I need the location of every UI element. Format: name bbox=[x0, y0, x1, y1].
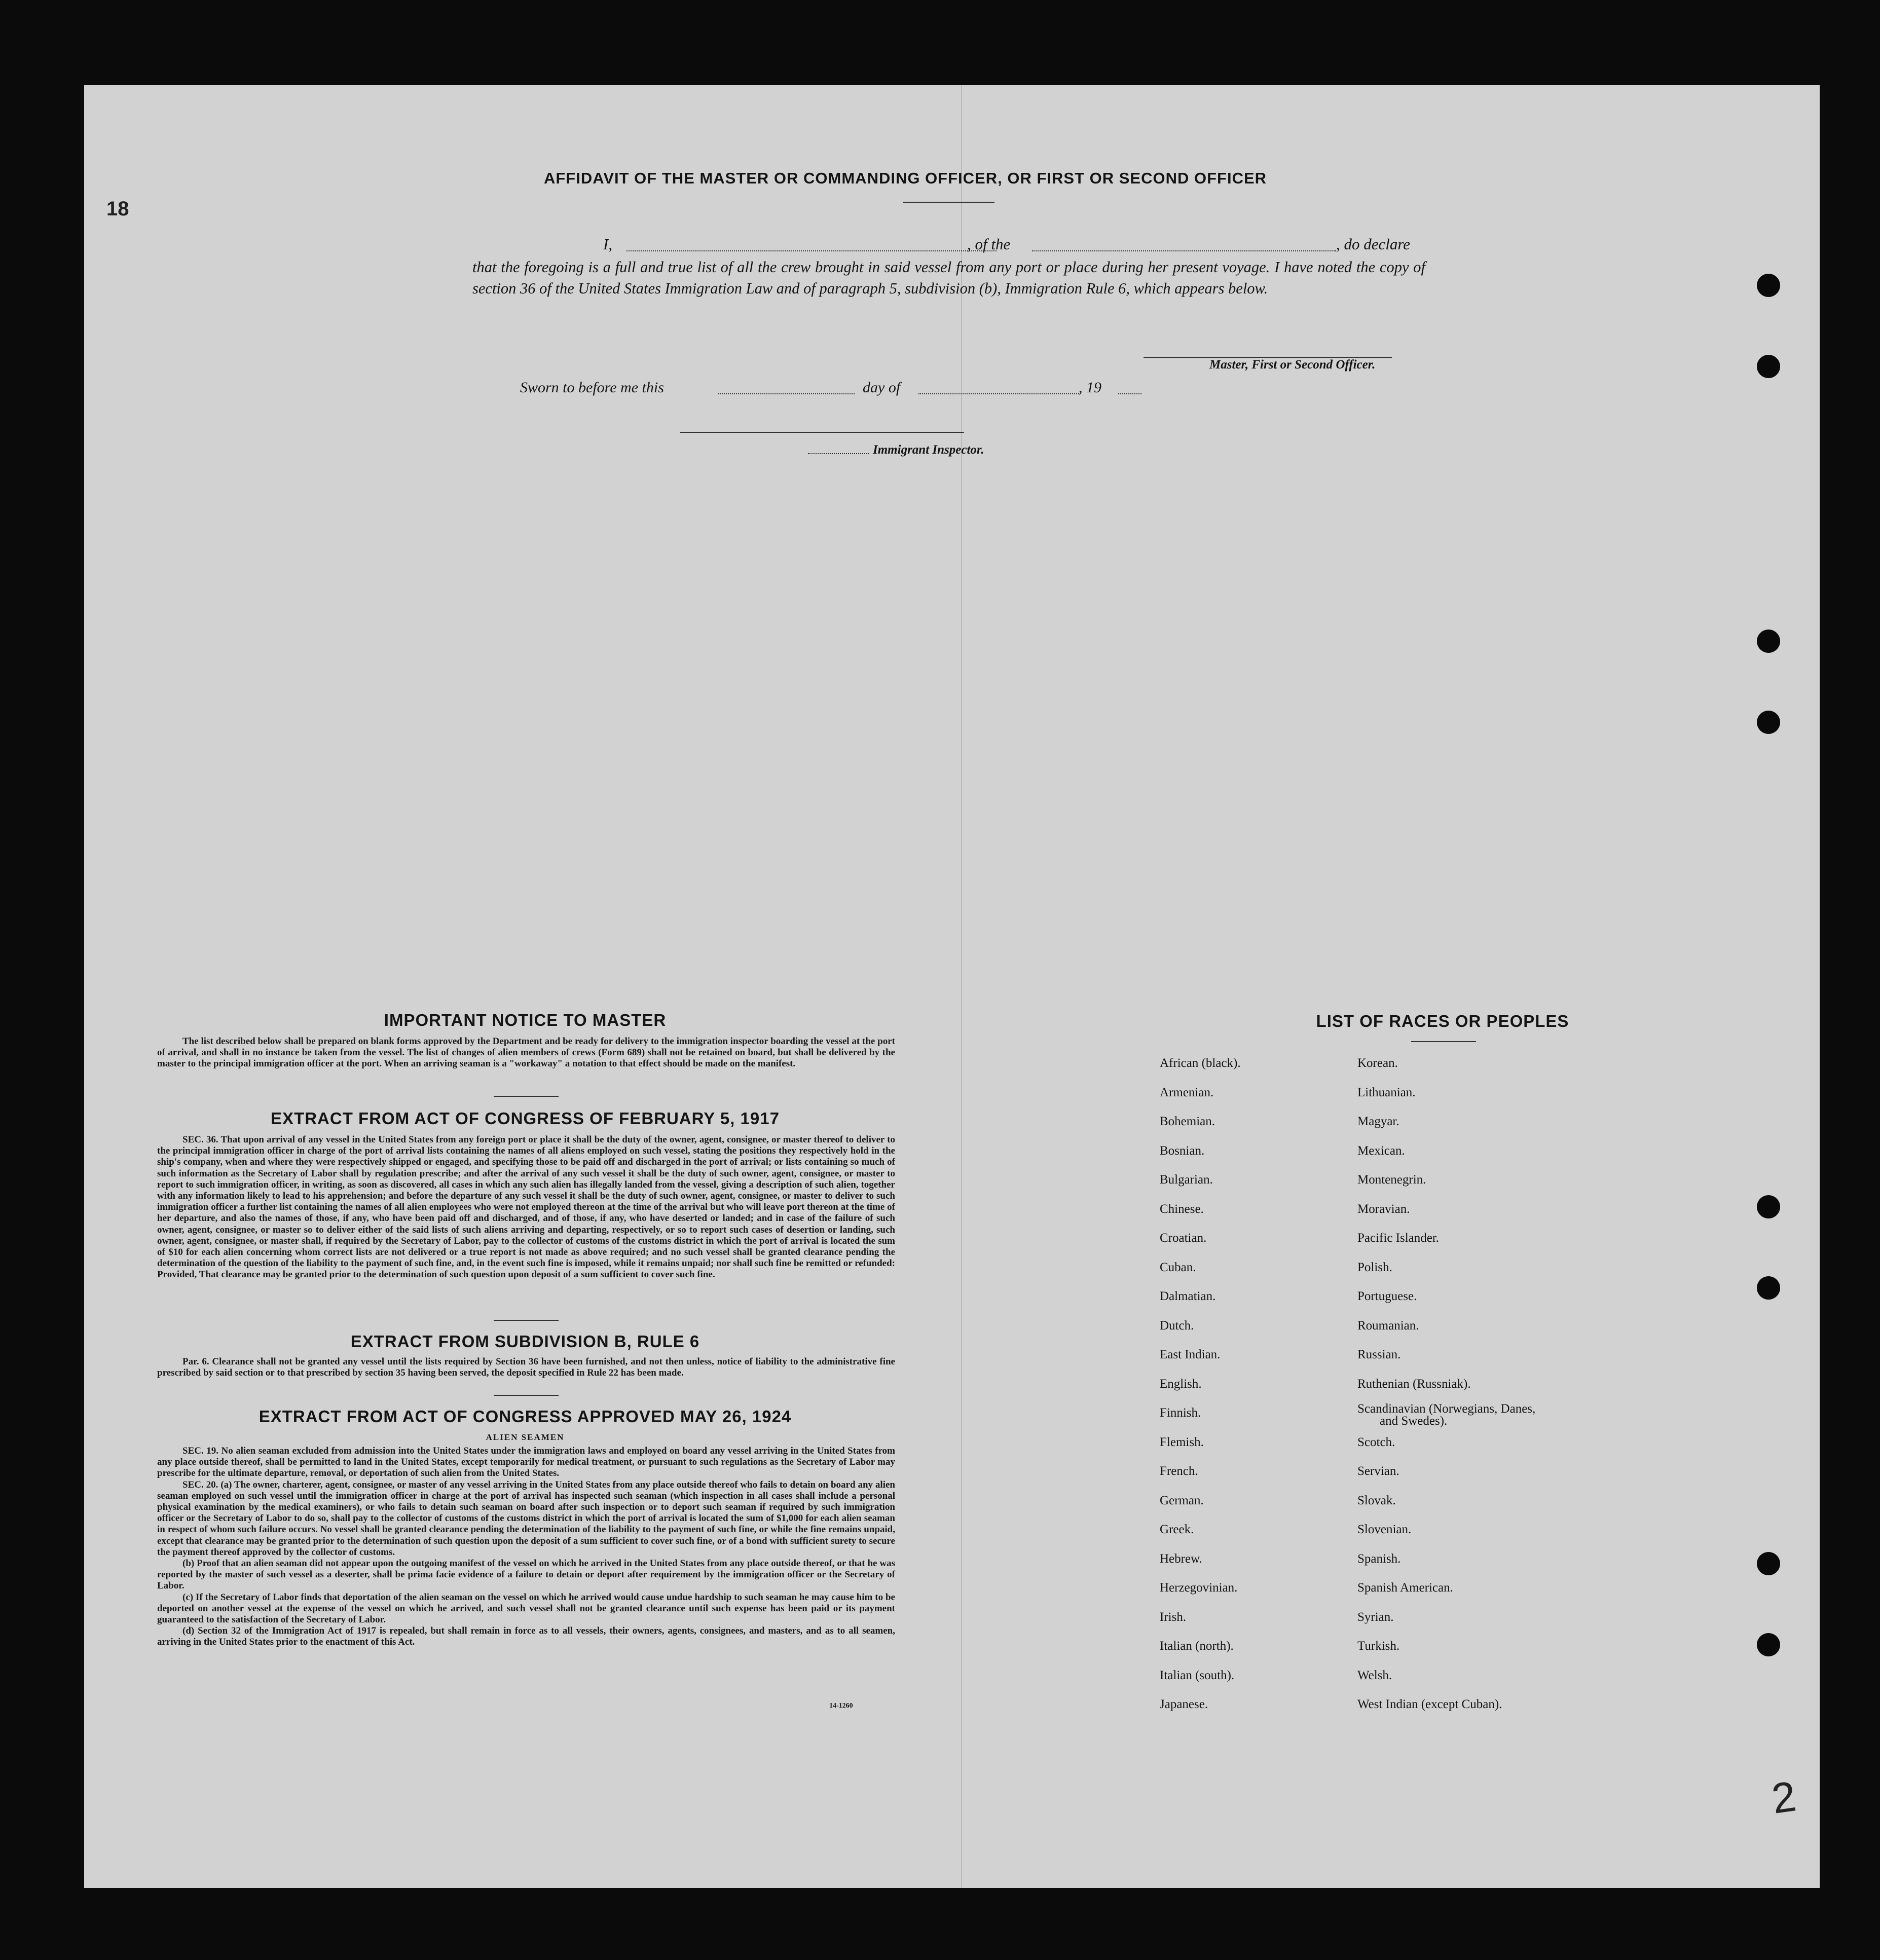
section-divider bbox=[494, 1395, 559, 1396]
race-item: Herzegovinian. bbox=[1160, 1581, 1238, 1595]
notice-title: IMPORTANT NOTICE TO MASTER bbox=[384, 1011, 667, 1029]
sworn-month-field[interactable] bbox=[918, 393, 1081, 394]
race-item: Dutch. bbox=[1160, 1318, 1194, 1333]
inspector-signature-line[interactable] bbox=[680, 432, 964, 433]
race-item: Bohemian. bbox=[1160, 1115, 1215, 1128]
race-item: Welsh. bbox=[1357, 1668, 1392, 1682]
race-item: Ruthenian (Russniak). bbox=[1357, 1377, 1471, 1391]
extract-1924-title: EXTRACT FROM ACT OF CONGRESS APPROVED MAY 26, 1924 bbox=[259, 1407, 792, 1426]
race-item: Cuban. bbox=[1160, 1260, 1196, 1274]
race-item: Pacific Islander. bbox=[1357, 1231, 1440, 1245]
race-item: Scotch. bbox=[1357, 1435, 1395, 1449]
extract-rule6-title: EXTRACT FROM SUBDIVISION B, RULE 6 bbox=[350, 1332, 700, 1351]
race-item: Slovenian. bbox=[1357, 1523, 1412, 1536]
section-divider bbox=[494, 1096, 559, 1097]
declare-text: , do declare bbox=[1336, 235, 1411, 253]
race-item: Bulgarian. bbox=[1160, 1173, 1213, 1187]
binder-hole bbox=[1757, 1195, 1780, 1218]
vessel-prefix: , of the bbox=[967, 235, 1011, 253]
race-item: German. bbox=[1160, 1493, 1204, 1507]
race-item: Roumanian. bbox=[1357, 1318, 1419, 1333]
race-item: French. bbox=[1160, 1464, 1198, 1478]
race-item: Turkish. bbox=[1357, 1639, 1400, 1653]
fold-line bbox=[961, 85, 962, 1888]
sworn-year-field[interactable] bbox=[1118, 393, 1141, 394]
race-item: Japanese. bbox=[1160, 1697, 1208, 1711]
affidavit-title: AFFIDAVIT OF THE MASTER OR COMMANDING OFFICER, OR FIRST OR SECOND OFFICER bbox=[543, 169, 1267, 187]
page-number-bottom: 2 bbox=[1768, 1772, 1799, 1823]
race-item: East Indian. bbox=[1160, 1348, 1221, 1361]
race-item: Polish. bbox=[1357, 1260, 1392, 1274]
race-item: Bosnian. bbox=[1160, 1143, 1205, 1158]
binder-hole bbox=[1757, 274, 1780, 297]
race-item: Spanish. bbox=[1357, 1551, 1401, 1566]
binder-hole bbox=[1757, 1552, 1780, 1575]
inspector-label: Immigrant Inspector. bbox=[873, 443, 984, 457]
race-item: Slovak. bbox=[1357, 1493, 1396, 1507]
title-underline bbox=[903, 202, 994, 203]
binder-hole bbox=[1757, 630, 1780, 653]
race-item: Spanish American. bbox=[1357, 1581, 1453, 1595]
race-item: Scandinavian (Norwegians, Danes, and Swedes). bbox=[1357, 1402, 1536, 1428]
race-item: Armenian. bbox=[1160, 1085, 1214, 1099]
binder-hole bbox=[1757, 1276, 1780, 1300]
sworn-day-field[interactable] bbox=[718, 393, 855, 394]
race-item: Italian (south). bbox=[1160, 1668, 1235, 1682]
section-divider bbox=[494, 1320, 559, 1321]
sworn-day-of: day of bbox=[863, 379, 901, 396]
race-item: Russian. bbox=[1357, 1348, 1401, 1361]
race-item: Flemish. bbox=[1160, 1435, 1204, 1449]
race-item: Mexican. bbox=[1357, 1143, 1405, 1158]
extract-1924-text: SEC. 19. No alien seaman excluded from admission into the United States under the immigration laws and employed on board any vessel arriving in the United States from any place outside thereof, shall be permitted to land in the United States, except temporarily for medical treatment, or pursuant to such regulations as the Secretary of Labor may prescribe for the ultimate departure, removal, or deportation of such alien from the United States. SEC. 20. (a) The owner, charterer, agent, consignee, or master of any vessel arriving in the United States from any place outside thereof who fails to detain on board any alien seaman employed on such vessel until the immigration officer in charge at the port of arrival has inspected such seaman (which inspection in all cases shall include a personal physical examination by the medical examiners), or who fails to detain such seaman on board after such inspection or to deport such seaman if required by such immigration officer or the Secretary of Labor to do so, shall pay to the collector of customs of the customs district in which the port of arrival is located the sum of $1,000 for each alien seaman in respect of whom such failure occurs. No vessel shall be granted clearance pending the determination of the liability to the payment of such fine, or while the fine remains unpaid, except that clearance may be granted prior to the determination of such question upon the deposit of a sum sufficient to cover such fine, or of a bond with sufficient surety to secure the payment thereof approved by the collector of customs. (b) Proof that an alien seaman did not appear upon the outgoing manifest of the vessel on which he arrived in the United States from any place outside thereof, or that he was reported by the master of such vessel as a deserter, shall be prima facie evidence of a failure to detain or deport after requirement by the immigration officer or the Secretary of Labor. (c) If the Secretary of Labor finds that deportation of the alien seaman on the vessel on which he arrived would cause undue hardship to such seaman he may cause him to be deported on another vessel at the expense of the vessel on which he arrived, and such vessel shall not be granted clearance until such expense has been paid or its payment guaranteed to the satisfaction of the Secretary of Labor. (d) Section 32 of the Immigration Act of 1917 is repealed, but shall remain in force as to all vessels, their owners, agents, consignees, and masters, and as to all seamen, arriving in the United States prior to the enactment of this Act. bbox=[157, 1446, 895, 1648]
sworn-year-prefix: , 19 bbox=[1079, 379, 1101, 396]
races-title: LIST OF RACES OR PEOPLES bbox=[1316, 1012, 1569, 1030]
page-number-top: 18 bbox=[106, 198, 129, 220]
binder-hole bbox=[1757, 711, 1780, 734]
race-item: Croatian. bbox=[1160, 1231, 1207, 1245]
inspector-port-field[interactable] bbox=[808, 453, 869, 454]
declarant-prefix: I, bbox=[603, 235, 613, 253]
race-item: Korean. bbox=[1357, 1056, 1398, 1070]
race-item: West Indian (except Cuban). bbox=[1357, 1697, 1502, 1711]
extract-1917-title: EXTRACT FROM ACT OF CONGRESS OF FEBRUARY 5, 1917 bbox=[271, 1109, 780, 1128]
race-item: Portuguese. bbox=[1357, 1289, 1417, 1303]
sworn-prefix: Sworn to before me this bbox=[520, 379, 664, 396]
race-item: English. bbox=[1160, 1377, 1202, 1391]
race-item: Servian. bbox=[1357, 1464, 1399, 1478]
affidavit-body: that the foregoing is a full and true list of all the crew brought in said vessel from any port or place during her present voyage. I have noted the copy of section 36 of the United States Immigration Law and of paragraph 5, subdivision (b), Immigration Rule 6, which appears below. bbox=[472, 258, 1425, 297]
race-item: Irish. bbox=[1160, 1610, 1187, 1624]
race-item: Moravian. bbox=[1357, 1202, 1410, 1216]
race-item: Greek. bbox=[1160, 1523, 1194, 1536]
race-item: Magyar. bbox=[1357, 1115, 1399, 1128]
races-title-underline bbox=[1411, 1041, 1476, 1042]
binder-hole bbox=[1757, 1633, 1780, 1656]
race-item: Syrian. bbox=[1357, 1610, 1394, 1624]
extract-1924-subtitle: ALIEN SEAMEN bbox=[486, 1432, 565, 1442]
race-item: African (black). bbox=[1160, 1056, 1241, 1070]
race-item: Montenegrin. bbox=[1357, 1173, 1426, 1187]
extract-1917-text: SEC. 36. That upon arrival of any vessel in the United States from any foreign port or place it shall be the duty of the owner, agent, consignee, or master thereof to deliver to the principal immigration officer in charge of the port of arrival lists containing the names of all aliens employed on such vessel, stating the positions they respectively hold in the ship's company, when and where they were respectively shipped or engaged, and specifying those to be paid off and discharged in the port of arrival; or lists containing so much of such information as the Secretary of Labor shall by regulation prescribe; and after the arrival of any such vessel it shall be the duty of such owner, agent, consignee, or master to report to such immigration officer, in writing, as soon as discovered, all cases in which any such alien has illegally landed from the vessel, giving a description of such alien, together with any information likely to lead to his apprehension; and before the departure of any such vessel it shall be the duty of such owner, agent, consignee, or master to deliver to such immigration officer a further list containing the names of all alien employees who were not employed thereon at the time of the arrival but who will leave port thereon at the time of her departure, and also the names of those, if any, who have been paid off and discharged, and of those, if any, who have deserted or landed; and in case of the failure of such owner, agent, consignee, or master so to deliver either of the said lists of such aliens arriving and departing, respectively, or so to report such cases of desertion or landing, such owner, agent, consignee, or master shall, if required by the Secretary of Labor, pay to the collector of customs of the customs district in which the port of arrival is located the sum of $10 for each alien concerning whom correct lists are not delivered or a true report is not made as above required; and no such vessel shall be granted clearance pending the determination of the question of the liability to the payment of such fine, and, in the event such fine is imposed, while it remains unpaid; nor shall such fine be remitted or refunded: Provided, That clearance may be granted prior to the determination of such question upon deposit of a sum sufficient to cover such fine. bbox=[157, 1134, 895, 1280]
notice-text: The list described below shall be prepared on blank forms approved by the Department and be ready for delivery to the immigration inspector boarding the vessel at the port of arrival, and shall in no instance be taken from the vessel. The list of changes of alien members of crews (Form 689) shall not be retained on board, but shall be delivered by the master to the principal immigration officer at the port. When an arriving seaman is a "workaway" a notation to that effect should be made on the manifest. bbox=[157, 1036, 895, 1069]
form-number: 14-1260 bbox=[829, 1702, 853, 1710]
declarant-name-field[interactable] bbox=[626, 250, 997, 251]
race-item: Lithuanian. bbox=[1357, 1085, 1416, 1099]
race-item: Dalmatian. bbox=[1160, 1289, 1216, 1303]
document-page bbox=[84, 85, 1820, 1888]
signature-label: Master, First or Second Officer. bbox=[1209, 358, 1376, 372]
extract-rule6-text: Par. 6. Clearance shall not be granted any vessel until the lists required by Section 36 have been furnished, and not then unless, notice of liability to the administrative fine prescribed by said section or to that prescribed by section 35 having been served, the deposit specified in Rule 22 has been made. bbox=[157, 1356, 895, 1379]
binder-hole bbox=[1757, 355, 1780, 378]
race-item: Italian (north). bbox=[1160, 1639, 1234, 1653]
race-item: Hebrew. bbox=[1160, 1551, 1202, 1566]
race-item: Chinese. bbox=[1160, 1202, 1204, 1216]
vessel-name-field[interactable] bbox=[1032, 250, 1336, 251]
race-item: Finnish. bbox=[1160, 1406, 1201, 1420]
